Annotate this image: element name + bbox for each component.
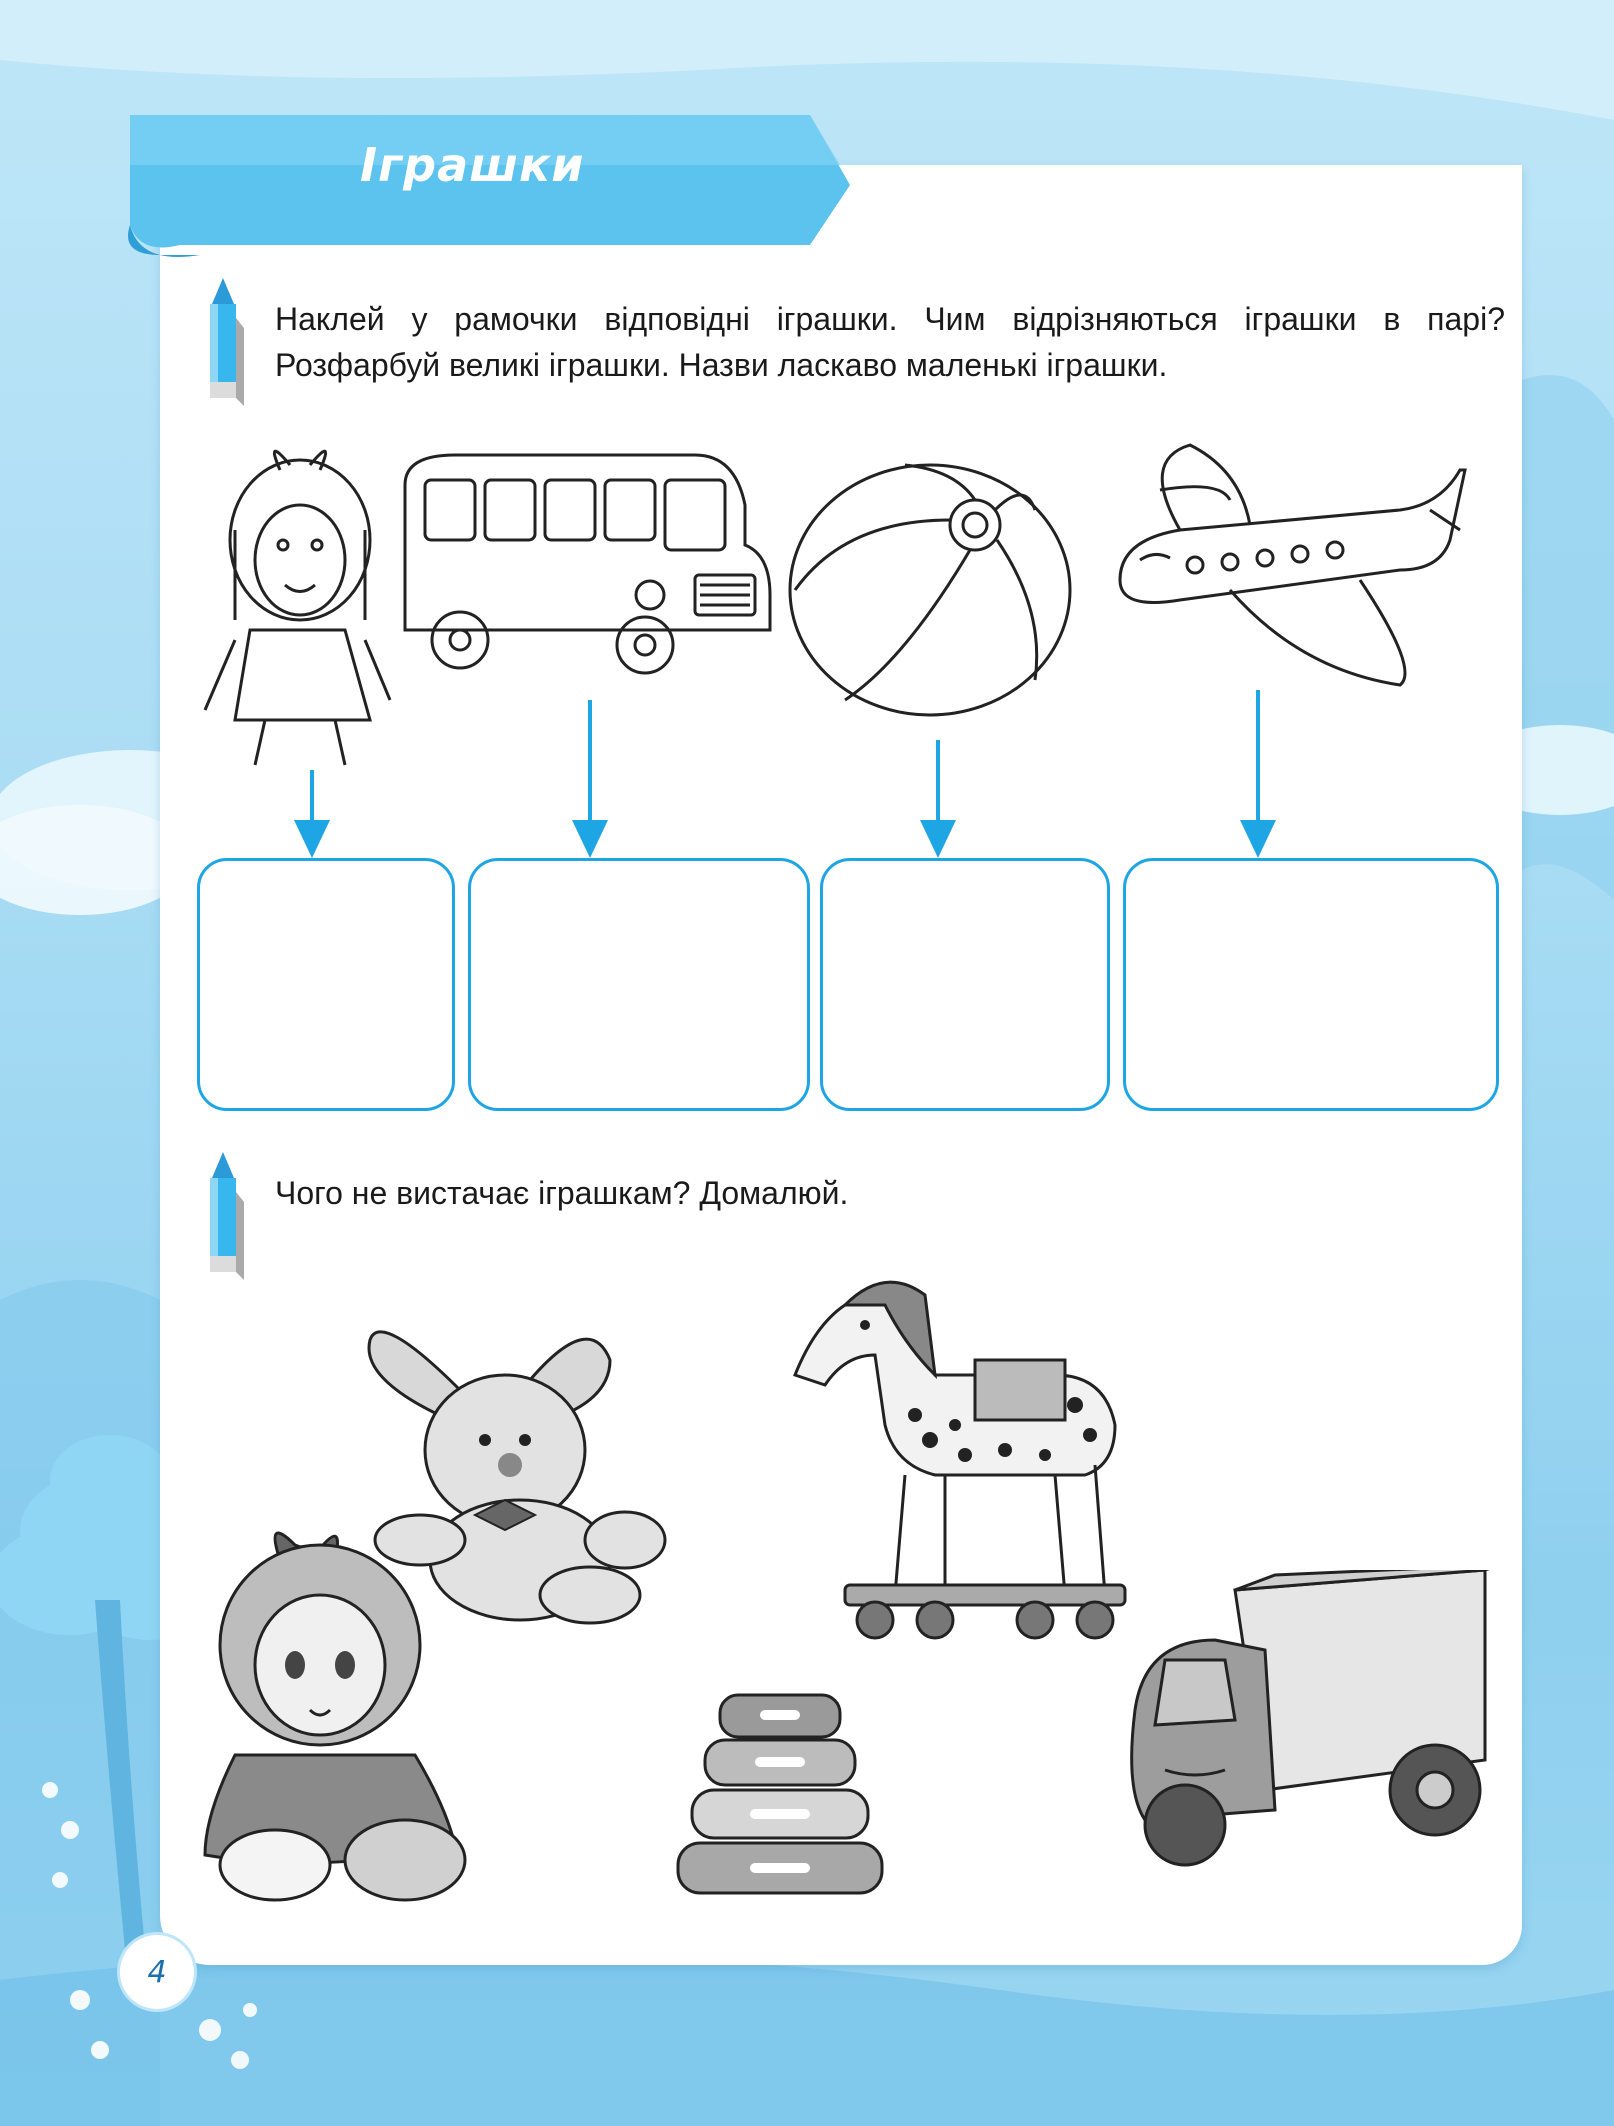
doll-icon: [195, 430, 405, 770]
pencil-icon: [202, 1152, 244, 1282]
bus-icon: [395, 445, 775, 675]
task2-instruction: Чого не вистачає іграшкам? Домалюй.: [275, 1175, 849, 1211]
arrow-down-icon: [1238, 690, 1278, 860]
airplane-icon: [1100, 430, 1470, 700]
page-number: 4: [120, 1935, 194, 2009]
arrow-down-icon: [292, 770, 332, 860]
arrow-down-icon: [570, 700, 610, 860]
pyramid-icon: [670, 1685, 890, 1900]
arrow-down-icon: [918, 740, 958, 860]
sticker-frame-doll[interactable]: [197, 858, 455, 1111]
sticker-frame-bus[interactable]: [468, 858, 810, 1111]
page-title: Іграшки: [360, 138, 585, 192]
rocking-horse-icon: [785, 1265, 1135, 1655]
sticker-frame-airplane[interactable]: [1123, 858, 1499, 1111]
sticker-frame-ball[interactable]: [820, 858, 1110, 1111]
doll-icon: [195, 1515, 485, 1905]
ball-icon: [785, 460, 1075, 720]
task1-instruction: Наклей у рамочки відповідні іграшки. Чим відрізняються іграшки в парі? Розфарбуй великі іграшки. Назви ласкаво маленькі іграшки.: [275, 301, 1505, 383]
pencil-icon: [202, 278, 244, 408]
truck-icon: [1125, 1570, 1505, 1900]
